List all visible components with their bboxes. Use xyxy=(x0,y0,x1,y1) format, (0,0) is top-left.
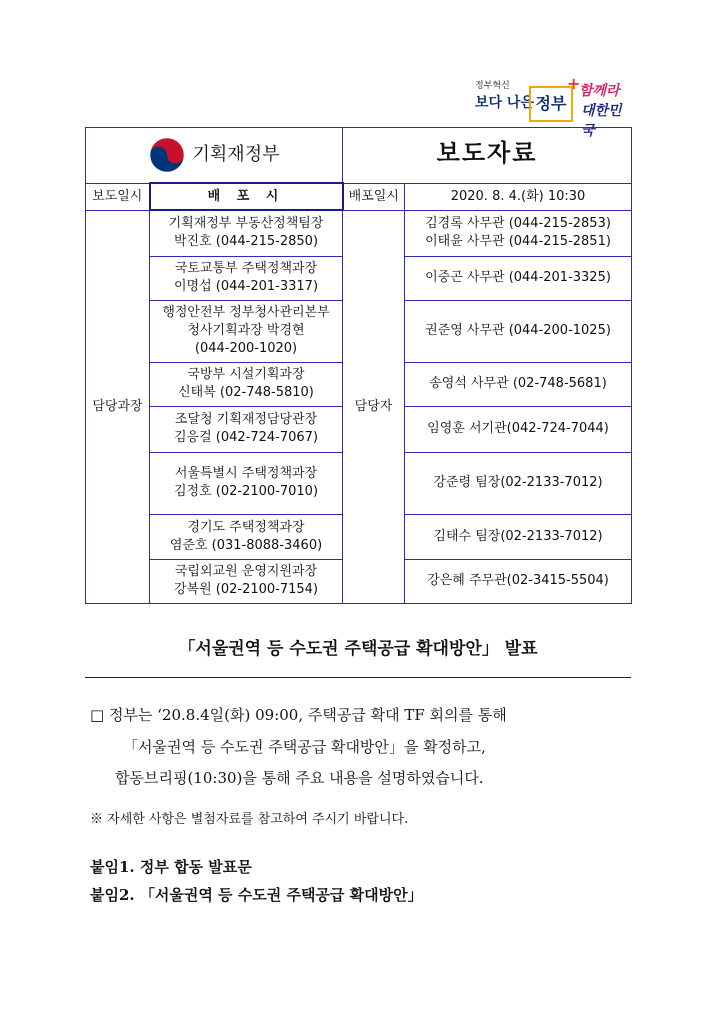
staff-contact xyxy=(405,406,632,452)
contact-line: 서울특별시 주택정책과장 xyxy=(174,466,318,481)
contact-line: 김정호 (02-2100-7010) xyxy=(173,484,319,499)
press-title: 보도자료 xyxy=(436,138,538,167)
government-innovation-logo xyxy=(475,74,635,139)
contact-line: 강준령 팀장(02-2133-7012) xyxy=(433,475,603,490)
staff-contact xyxy=(405,210,632,256)
contact-line: (044-200-1020) xyxy=(194,341,298,356)
staff-label: 담당자 xyxy=(343,210,405,603)
dept-head-contact xyxy=(150,210,343,256)
contact-line: 이중곤 사무관 (044-201-3325) xyxy=(425,270,611,285)
contact-line: 경기도 주택정책과장 xyxy=(187,519,305,535)
headline: 「서울권역 등 수도권 주택공급 확대방안」 발표 xyxy=(178,639,538,659)
contact-line: 신태복 (02-748-5810) xyxy=(178,385,314,400)
contact-line: 강은혜 주무관(02-3415-5504) xyxy=(427,573,609,588)
distribution-datetime: 2020. 8. 4.(화) 10:30 xyxy=(405,183,632,210)
contact-line: 임영훈 서기관(042-724-7044) xyxy=(427,421,609,436)
reference-note: ※ 자세한 사항은 별첨자료를 참고하여 주시기 바랍니다. xyxy=(90,812,409,827)
contact-line: 국방부 시설기획과장 xyxy=(187,367,305,382)
distribution-label: 배포일시 xyxy=(343,183,405,210)
contact-line: 이명섭 (044-201-3317) xyxy=(173,279,319,294)
contact-line: 김태수 팀장(02-2133-7012) xyxy=(433,528,603,544)
contact-line: 송영석 사무관 (02-748-5681) xyxy=(429,376,607,391)
dept-head-contact xyxy=(150,300,343,362)
dept-head-label: 담당과장 xyxy=(86,210,150,603)
contact-line: 국토교통부 주택정책과장 xyxy=(174,261,318,276)
contact-line: 국립외교원 운영지원과장 xyxy=(174,564,318,579)
plus-icon: + xyxy=(567,74,581,93)
contact-line: 강복원 (02-2100-7154) xyxy=(173,582,319,597)
contact-line: 기획재정부 부동산정책팀장 xyxy=(168,216,324,232)
release-date-label: 보도일시 xyxy=(86,183,150,210)
staff-contact xyxy=(405,452,632,514)
divider xyxy=(85,677,631,678)
contact-line: 김응걸 (042-724-7067) xyxy=(173,430,319,445)
staff-contact xyxy=(405,300,632,362)
contact-line: 권준영 사무관 (044-200-1025) xyxy=(425,323,611,338)
body-line-2: 「서울권역 등 수도권 주택공급 확대방안」을 확정하고, xyxy=(123,738,486,756)
contact-line: 행정안전부 정부청사관리본부 xyxy=(162,305,330,320)
gov-logo-mid-text: 보다 나은 xyxy=(475,95,534,111)
contact-line: 조달청 기획재정담당관장 xyxy=(174,412,318,427)
attachment-1: 붙임1. 정부 합동 발표문 xyxy=(90,858,252,876)
dept-head-contact xyxy=(150,514,343,559)
staff-contact xyxy=(405,256,632,300)
ministry-logo-cell xyxy=(86,128,343,184)
body-line-3: 합동브리핑(10:30)을 통해 주요 내용을 설명하였습니다. xyxy=(115,769,484,787)
contact-line: 이태윤 사무관 (044-215-2851) xyxy=(425,234,611,249)
body-line-1: □ 정부는 ‘20.8.4일(화) 09:00, 주택공급 확대 TF 회의를 통해 xyxy=(90,706,507,724)
ministry-name: 기획재정부 xyxy=(192,144,280,165)
distribution-value: 배 포 시 xyxy=(150,183,343,210)
contact-line: 청사기획과장 박경현 xyxy=(187,323,305,338)
press-release-table xyxy=(85,127,632,604)
dept-head-contact xyxy=(150,452,343,514)
gov-logo-small-text: 정부혁신 xyxy=(475,81,510,91)
press-title-cell xyxy=(343,128,632,184)
contact-line: 염준호 (031-8088-3460) xyxy=(169,537,323,553)
gov-logo-hand-text-2: 대한민국 xyxy=(581,103,622,139)
dept-head-contact xyxy=(150,256,343,300)
staff-contact xyxy=(405,362,632,406)
contact-line: 박진호 (044-215-2850) xyxy=(173,234,319,250)
attachment-2: 붙임2. 「서울권역 등 수도권 주택공급 확대방안」 xyxy=(90,886,423,904)
staff-contact xyxy=(405,514,632,559)
gov-logo-hand-text-1: 함께라 xyxy=(579,83,620,99)
gov-logo-box-text: 정부 xyxy=(529,86,573,122)
contact-line: 김경록 사무관 (044-215-2853) xyxy=(425,216,611,231)
taegeuk-emblem-icon xyxy=(149,137,185,173)
dept-head-contact xyxy=(150,559,343,603)
dept-head-contact xyxy=(150,406,343,452)
dept-head-contact xyxy=(150,362,343,406)
staff-contact xyxy=(405,559,632,603)
